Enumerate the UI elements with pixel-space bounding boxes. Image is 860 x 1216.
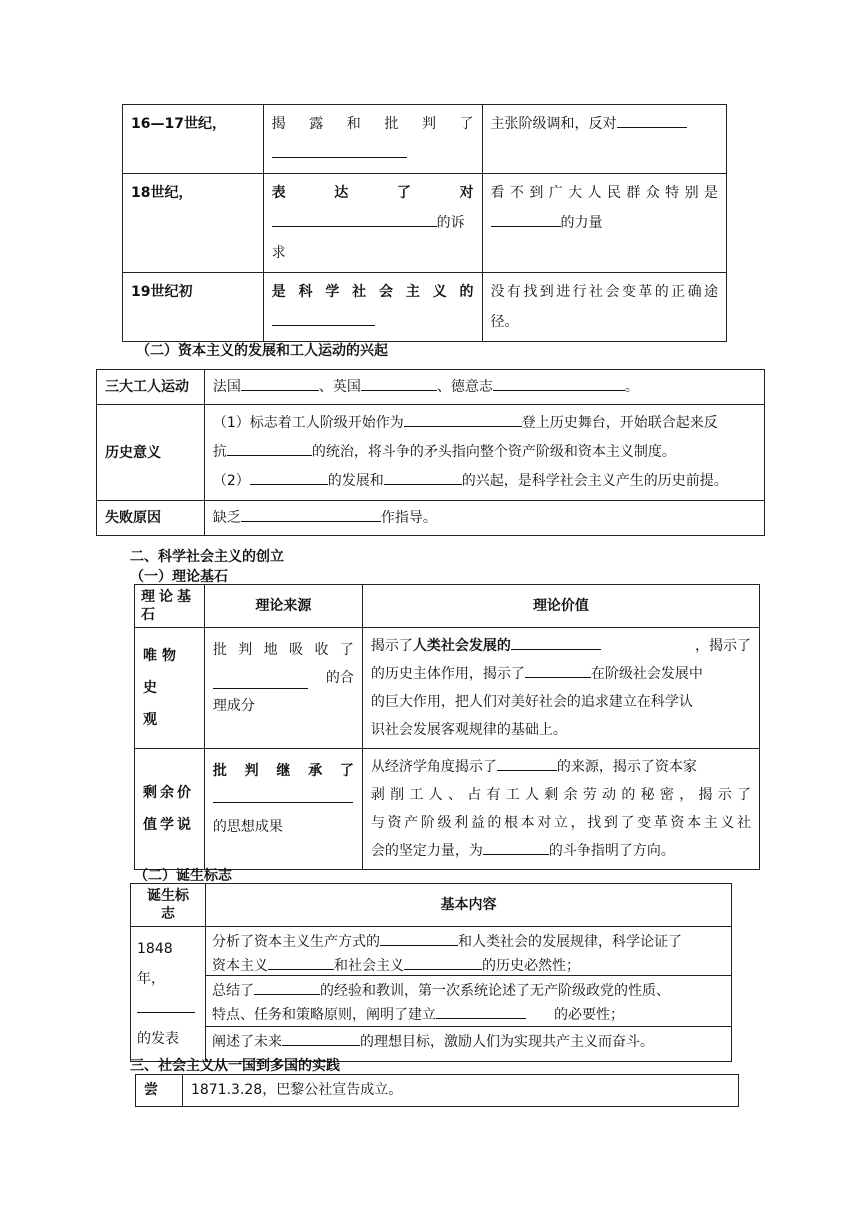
table-row (97, 501, 765, 536)
text-segment: 的兴起，是科学社会主义产生的历史前提。 (461, 473, 728, 489)
text-line (272, 208, 474, 238)
table-header-row (135, 585, 760, 628)
text-line: 没有找到进行社会变革的正确途 (490, 284, 718, 300)
blank-field[interactable] (525, 661, 591, 678)
blank-field[interactable] (213, 786, 353, 803)
row-label: 三大工人运动 (97, 370, 205, 405)
text-line: 揭 露 和 批 判 了 (271, 116, 474, 132)
text-segment: 的统治，将斗争的矛头指向整个资产阶级和资本主义制度。 (311, 444, 676, 460)
row-label: 失败原因 (97, 501, 205, 536)
content-cell (204, 628, 362, 749)
blank-field[interactable] (404, 953, 482, 970)
blank-field[interactable] (254, 978, 320, 995)
text-line: 的思想成果 (212, 819, 283, 835)
text-segment: 人类社会发展的 (412, 638, 511, 654)
table-row (123, 105, 727, 174)
blank-field[interactable] (268, 953, 334, 970)
row-label: 剩余价 值学说 (135, 749, 205, 870)
text-line: 是科学社会主义的 (271, 284, 474, 300)
column-header: 理论来源 (204, 585, 362, 628)
text-line (371, 837, 751, 865)
paragraph: 分析了资本主义生产方式的 和人类社会的发展规律，科学论证了 资本主义 和社会主义 的历史必然性； (206, 927, 731, 976)
blank-field[interactable] (617, 111, 687, 128)
text-segment: 。 (624, 379, 639, 395)
table-header-row (131, 884, 732, 927)
text-segment: 的发展和 (327, 473, 384, 489)
blank-field[interactable] (137, 996, 195, 1013)
blank-field[interactable] (241, 505, 381, 522)
paragraph: 总结了 的经验和教训，第一次系统论述了无产阶级政党的性质、 特点、任务和策略原则，阐明了建立 的必要性； (206, 976, 731, 1027)
column-header: 诞生标 志 (131, 884, 206, 927)
text-segment: （1）标志着工人阶级开始作为 (212, 415, 404, 431)
text-segment: 主张阶级调和，反对 (490, 116, 617, 132)
text-line (213, 409, 756, 438)
text-line (491, 208, 718, 238)
blank-field[interactable] (272, 141, 407, 158)
text-segment: 的诉 (436, 215, 465, 231)
blank-field[interactable] (361, 374, 437, 391)
content-cell (204, 749, 362, 870)
subsection-heading: （二）诞生标志 (134, 868, 232, 884)
section-heading: 三、社会主义从一国到多国的实践 (130, 1058, 340, 1074)
table-birth-symbol (130, 883, 732, 1062)
blank-field[interactable] (250, 468, 328, 485)
text-segment: 作指导。 (380, 510, 437, 526)
table-row (136, 1075, 739, 1107)
content-cell (482, 273, 726, 342)
section-heading: （二）资本主义的发展和工人运动的兴起 (136, 343, 388, 359)
blank-field[interactable] (384, 468, 462, 485)
content-cell (204, 370, 764, 405)
content-cell (362, 628, 759, 749)
content-cell (263, 105, 482, 174)
table-row (97, 405, 765, 501)
content-cell (204, 405, 764, 501)
blank-field[interactable] (493, 374, 625, 391)
table-row (123, 273, 727, 342)
text-segment: 的来源，揭示了资本家 (556, 759, 697, 775)
era-cell: 16—17世纪， (123, 105, 264, 174)
row-label: 尝 (136, 1075, 183, 1107)
blank-field[interactable] (497, 754, 557, 771)
blank-field[interactable] (213, 672, 308, 689)
text-segment: 的合 (325, 670, 354, 686)
text-segment: 、德意志 (436, 379, 493, 395)
column-header: 理论基 石 (135, 585, 205, 628)
content-cell (204, 501, 764, 536)
content-cell (362, 749, 759, 870)
text-line (213, 438, 756, 467)
text-line (371, 753, 751, 781)
table-workers-movement (96, 369, 765, 536)
content-cell: 1871.3.28，巴黎公社宣告成立。 (182, 1075, 738, 1107)
content-cell (205, 927, 731, 1062)
text-line (213, 467, 756, 496)
text-segment: 抗 (212, 444, 227, 460)
text-segment: 从经济学角度揭示了 (370, 759, 497, 775)
blank-field[interactable] (272, 210, 437, 227)
text-line: 的巨大作用，把人们对美好社会的追求建立在科学认 (370, 694, 693, 710)
content-cell (482, 105, 726, 174)
blank-field[interactable] (511, 633, 601, 650)
era-cell: 18世纪， (123, 174, 264, 273)
text-segment: 法国 (212, 379, 241, 395)
text-line: 批 判 继 承 了 (212, 763, 354, 779)
text-segment: （2） (212, 473, 250, 489)
content-cell (263, 273, 482, 342)
text-line (213, 664, 354, 692)
row-label: 唯物史 观 (135, 628, 205, 749)
row-label: 历史意义 (97, 405, 205, 501)
text-segment: ，揭示了 (695, 638, 751, 654)
blank-field[interactable] (491, 210, 561, 227)
blank-field[interactable] (380, 929, 458, 946)
text-line (371, 632, 751, 660)
table-row (135, 749, 760, 870)
content-cell (263, 174, 482, 273)
blank-field[interactable] (404, 410, 522, 427)
table-row (135, 628, 760, 749)
section-heading: 二、科学社会主义的创立 (130, 549, 284, 565)
blank-field[interactable] (272, 309, 375, 326)
text-segment: 揭示了 (370, 638, 413, 654)
text-line: 求 (271, 245, 286, 261)
paragraph: 阐述了未来 的理想目标，激励人们为实现共产主义而奋斗。 (206, 1027, 731, 1055)
text-segment: 的斗争指明了方向。 (548, 843, 675, 859)
content-cell (482, 174, 726, 273)
column-header: 基本内容 (205, 884, 731, 927)
text-segment: 、英国 (318, 379, 361, 395)
table-row (97, 370, 765, 405)
text-line: 剥削工人、占有工人剩余劳动的秘密，揭示了 (370, 787, 751, 803)
era-cell: 19世纪初 (123, 273, 264, 342)
blank-field[interactable] (282, 1029, 360, 1046)
text-line: 表 达 了 对 (271, 185, 474, 201)
blank-field[interactable] (436, 1002, 526, 1019)
column-header: 理论价值 (362, 585, 759, 628)
text-line: 1848年， (137, 941, 173, 987)
text-segment: 缺乏 (212, 510, 241, 526)
text-segment: 的历史主体作用，揭示了 (370, 666, 525, 682)
text-segment: 登上历史舞台，开始联合起来反 (521, 415, 718, 431)
text-segment: 在阶级社会发展中 (590, 666, 703, 682)
text-line: 批判地吸收了 (212, 642, 354, 658)
text-line: 径。 (490, 314, 519, 330)
text-line: 与资产阶级利益的根本对立，找到了变革资本主义社 (370, 815, 751, 831)
text-line: 识社会发展客观规律的基础上。 (370, 722, 567, 738)
table-practice (135, 1074, 739, 1107)
text-line (371, 660, 751, 688)
text-segment: 会的坚定力量，为 (370, 843, 483, 859)
text-segment: 的力量 (560, 215, 603, 231)
text-line: 看不到广大人民群众特别是 (490, 185, 718, 201)
text-line: 理成分 (212, 698, 255, 714)
table-row (131, 927, 732, 1062)
blank-field[interactable] (483, 838, 549, 855)
blank-field[interactable] (241, 374, 319, 391)
table-utopian-socialism (122, 104, 727, 342)
blank-field[interactable] (227, 439, 312, 456)
subsection-heading: （一）理论基石 (130, 569, 228, 585)
table-row (123, 174, 727, 273)
table-theory-foundation (134, 584, 760, 870)
row-label (131, 927, 206, 1062)
text-line: 的发表 (137, 1031, 179, 1047)
